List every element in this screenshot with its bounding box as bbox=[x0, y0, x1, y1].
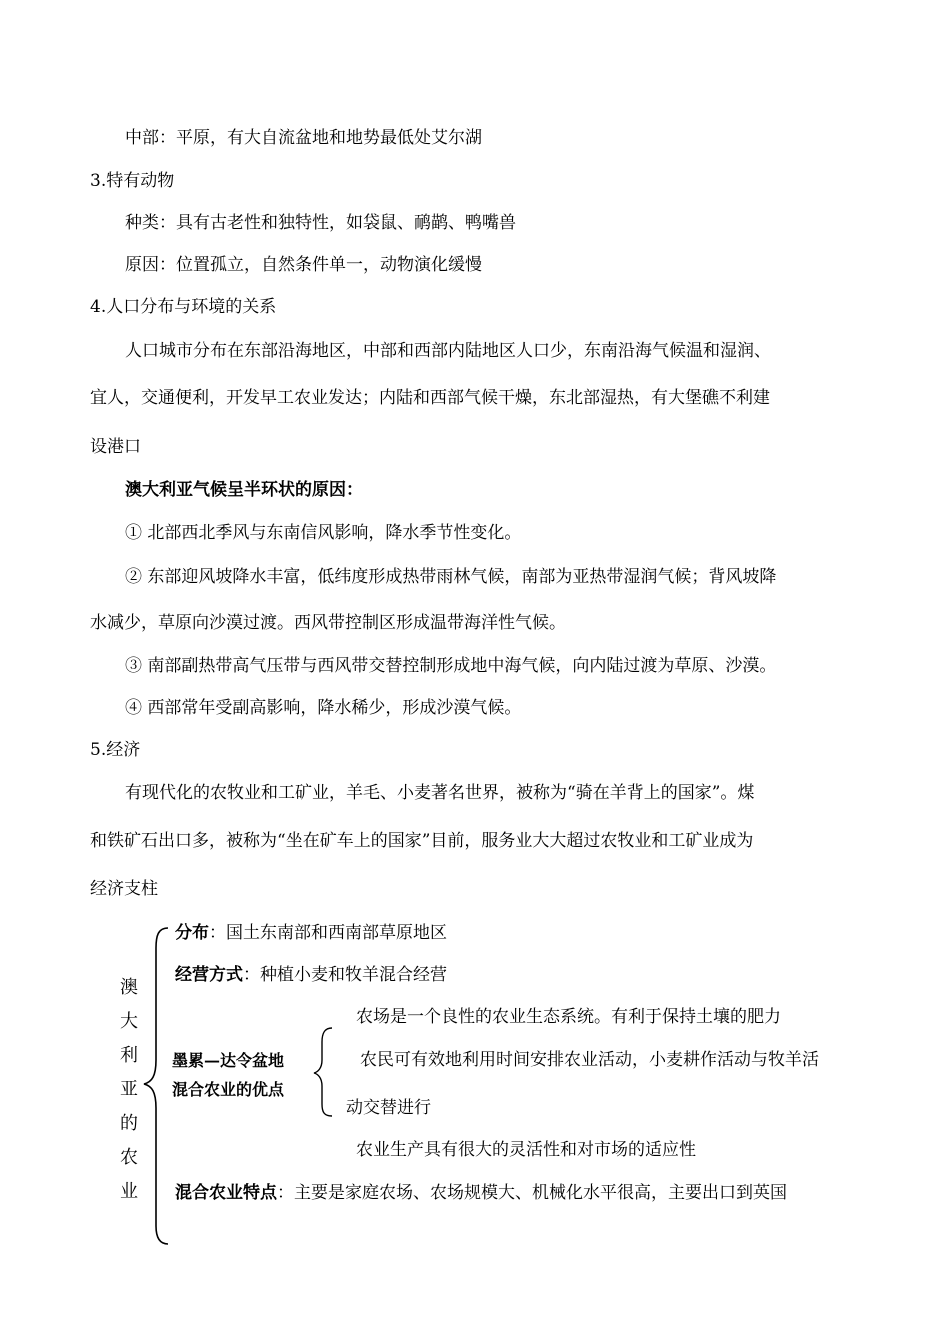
advantage-item-continued: 动交替进行 bbox=[346, 1098, 431, 1118]
text-line: 人口城市分布在东部沿海地区，中部和西部内陆地区人口少，东南沿海气候温和湿润、 bbox=[125, 341, 771, 361]
section-heading: 3.特有动物 bbox=[90, 171, 175, 191]
advantage-label-line2: 混合农业的优点 bbox=[172, 1080, 285, 1099]
mode-text: ：种植小麦和牧羊混合经营 bbox=[243, 965, 447, 985]
text-line: 中部：平原，有大自流盆地和地势最低处艾尔湖 bbox=[125, 128, 482, 148]
mode-label: 经营方式 bbox=[175, 965, 243, 985]
feature-text: ：主要是家庭农场、农场规模大、机械化水平很高，主要出口到英国 bbox=[277, 1183, 787, 1203]
advantage-item: 农业生产具有很大的灵活性和对市场的适应性 bbox=[356, 1140, 696, 1160]
root-char: 大 bbox=[120, 1011, 138, 1032]
text-line: 设港口 bbox=[90, 437, 141, 457]
advantage-item: 农民可有效地利用时间安排农业活动，小麦耕作活动与牧羊活 bbox=[360, 1050, 819, 1070]
text-line: ③ 南部副热带高气压带与西风带交替控制形成地中海气候，向内陆过渡为草原、沙漠。 bbox=[125, 656, 777, 676]
text-line: 水减少，草原向沙漠过渡。西风带控制区形成温带海洋性气候。 bbox=[90, 613, 566, 633]
root-char: 农 bbox=[120, 1147, 138, 1168]
distribution-label: 分布 bbox=[175, 923, 209, 943]
text-line: 经济支柱 bbox=[90, 879, 158, 899]
root-char: 亚 bbox=[120, 1079, 138, 1100]
main-brace bbox=[144, 928, 168, 1244]
text-line: ② 东部迎风坡降水丰富，低纬度形成热带雨林气候，南部为亚热带湿润气候；背风坡降 bbox=[125, 567, 777, 587]
advantage-item: 农场是一个良性的农业生态系统。有利于保持土壤的肥力 bbox=[356, 1007, 781, 1027]
subheading: 澳大利亚气候呈半环状的原因： bbox=[125, 480, 363, 500]
advantage-label-line1: 墨累—达令盆地 bbox=[172, 1051, 285, 1070]
text-line: 原因：位置孤立，自然条件单一，动物演化缓慢 bbox=[125, 255, 482, 275]
text-line: 宜人，交通便利，开发早工农业发达；内陆和西部气候干燥，东北部湿热，有大堡礁不利建 bbox=[90, 388, 770, 408]
distribution-text: ：国土东南部和西南部草原地区 bbox=[209, 923, 447, 943]
root-char: 利 bbox=[120, 1045, 138, 1066]
section-heading: 4.人口分布与环境的关系 bbox=[90, 297, 277, 317]
distribution-row bbox=[175, 922, 447, 944]
root-char: 澳 bbox=[120, 977, 138, 998]
text-line: ① 北部西北季风与东南信风影响，降水季节性变化。 bbox=[125, 523, 522, 543]
text-line: 有现代化的农牧业和工矿业，羊毛、小麦著名世界，被称为“骑在羊背上的国家”。煤 bbox=[125, 783, 755, 803]
text-line: 和铁矿石出口多，被称为“坐在矿车上的国家”目前，服务业大大超过农牧业和工矿业成为 bbox=[90, 831, 754, 851]
text-line: 种类：具有古老性和独特性，如袋鼠、鸸鹋、鸭嘴兽 bbox=[125, 213, 516, 233]
root-char: 的 bbox=[120, 1113, 138, 1134]
feature-row bbox=[175, 1182, 787, 1204]
feature-label: 混合农业特点 bbox=[175, 1183, 277, 1203]
text-line: ④ 西部常年受副高影响，降水稀少，形成沙漠气候。 bbox=[125, 698, 522, 718]
sub-brace bbox=[314, 1028, 332, 1116]
section-heading: 5.经济 bbox=[90, 740, 141, 760]
mode-row bbox=[175, 964, 447, 986]
root-char: 业 bbox=[120, 1181, 138, 1202]
